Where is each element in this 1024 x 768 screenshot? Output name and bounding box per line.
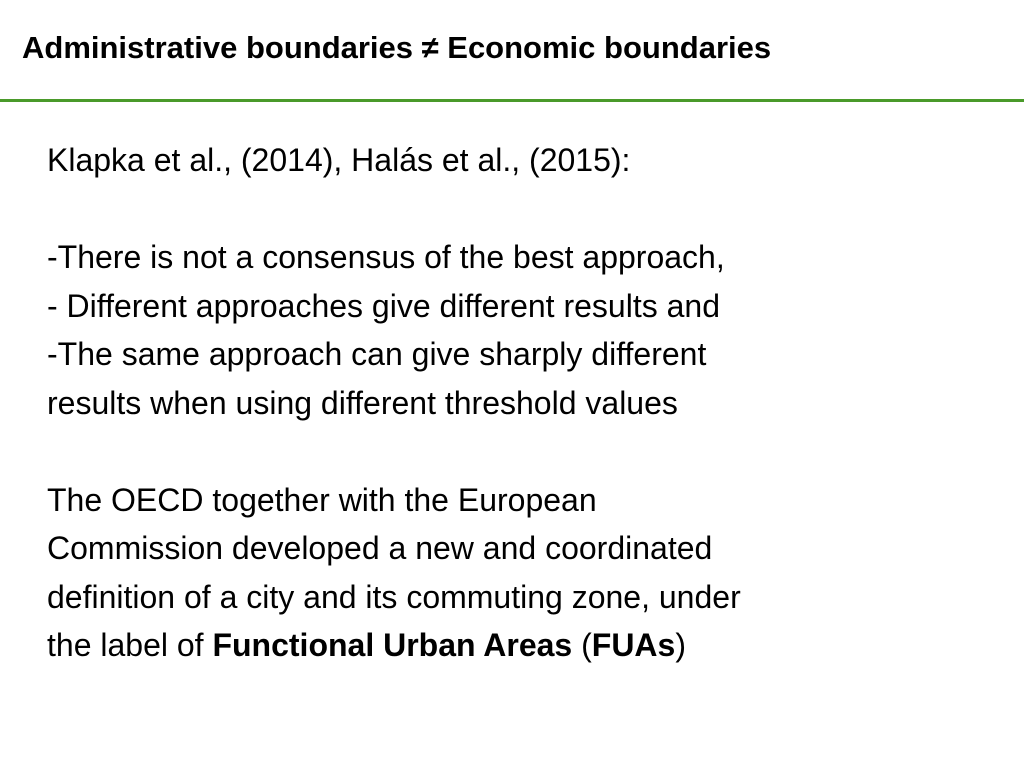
paragraph-line: Commission developed a new and coordinated	[47, 530, 713, 566]
citation-line: Klapka et al., (2014), Halás et al., (2015):	[47, 142, 631, 178]
fua-acronym: FUAs	[591, 627, 676, 663]
paragraph-line: The OECD together with the European	[47, 481, 597, 518]
paragraph-line: definition of a city and its commuting zone, under	[47, 578, 741, 615]
slide-body	[47, 136, 947, 670]
open-paren: (	[572, 627, 592, 663]
blank-line	[47, 427, 947, 476]
close-paren: )	[675, 627, 686, 663]
slide-title: Administrative boundaries ≠ Economic boundaries	[22, 30, 772, 65]
label-prefix: the label of	[47, 627, 213, 663]
title-divider	[0, 99, 1024, 102]
point-line: - Different approaches give different results and	[47, 287, 720, 324]
fua-term: Functional Urban Areas	[212, 627, 573, 663]
paragraph-last-line	[47, 621, 947, 670]
point-line: -The same approach can give sharply different	[47, 336, 707, 372]
blank-line	[47, 185, 947, 234]
point-line: -There is not a consensus of the best approach,	[47, 239, 725, 275]
point-line: results when using different threshold values	[47, 384, 678, 421]
